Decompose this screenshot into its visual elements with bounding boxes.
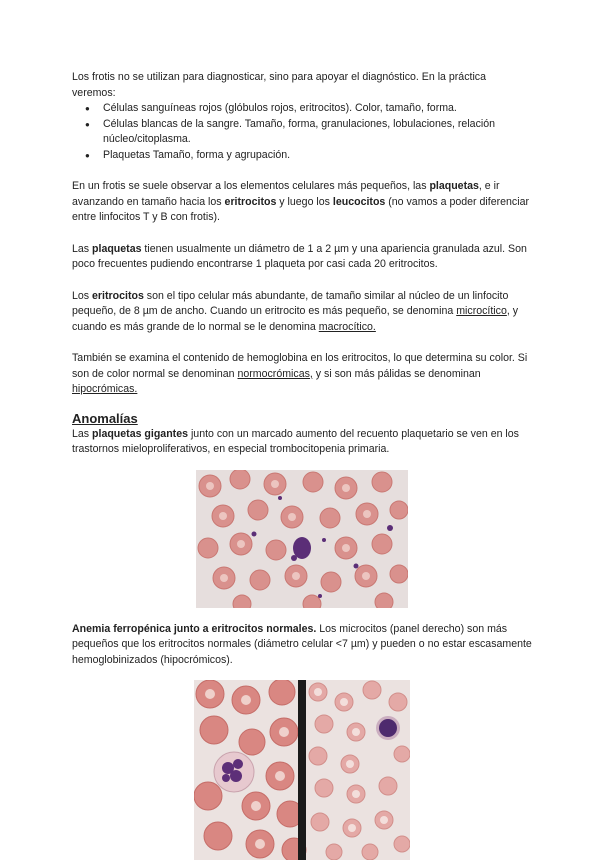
paragraph-observation-order: En un frotis se suele observar a los elementos celulares más pequeños, las plaquetas, e ir avanzando en tamaño hacia los eritrocitos y luego los leucocitos (no vamos a poder diferenciar entre linfocitos T y B con frotis). — [72, 180, 529, 223]
blood-smear-image-anemia-comparison — [194, 680, 410, 860]
section-heading-anomalias: Anomalías — [72, 410, 138, 426]
intro-bullet-list — [72, 101, 532, 163]
smear-comparison-illustration — [194, 680, 410, 860]
list-item: ● Plaquetas Tamaño, forma y agrupación. — [72, 148, 532, 164]
list-item: ● Células sanguíneas rojos (glóbulos rojos, eritrocitos). Color, tamaño, forma. — [72, 101, 532, 117]
paragraph-hemoglobin: También se examina el contenido de hemoglobina en los eritrocitos, lo que determina su color. Si son de color normal se denominan normocrómicas, y si son más pálidas se denominan hipocrómicas. — [72, 352, 528, 395]
document-page — [72, 70, 532, 860]
panel-divider — [298, 680, 306, 860]
blood-smear-image-giant-platelets — [196, 470, 408, 608]
smear-illustration — [196, 470, 408, 608]
intro-paragraph: Los frotis no se utilizan para diagnosticar, sino para apoyar el diagnóstico. En la práctica veremos: — [72, 71, 486, 99]
paragraph-platelets: Las plaquetas tienen usualmente un diámetro de 1 a 2 µm y una apariencia granulada azul. Son poco frecuentes pudiendo encontrarse 1 plaqueta por casi cada 20 eritrocitos. — [72, 242, 527, 270]
list-item: ● Células blancas de la sangre. Tamaño, forma, granulaciones, lobulaciones, relación núcleo/citoplasma. — [72, 117, 532, 148]
paragraph-erythrocytes: Los eritrocitos son el tipo celular más abundante, de tamaño similar al núcleo de un linfocito pequeño, de 8 µm de ancho. Cuando un eritrocito es más pequeño, se denomina microcítico, y cuando es más grande de lo normal se le denomina macrocítico. — [72, 289, 519, 333]
paragraph-iron-deficiency-anemia: Anemia ferropénica junto a eritrocitos normales. Los microcitos (panel derecho) son más pequeños que los eritrocitos normales (diámetro celular <7 µm) y pueden o no estar escasamente hemoglobinizados (hipocrómicos). — [72, 622, 532, 666]
paragraph-giant-platelets: Las plaquetas gigantes junto con un marcado aumento del recuento plaquetario se ven en los trastornos mieloproliferativos, en especial trombocitopenia primaria. — [72, 427, 519, 455]
